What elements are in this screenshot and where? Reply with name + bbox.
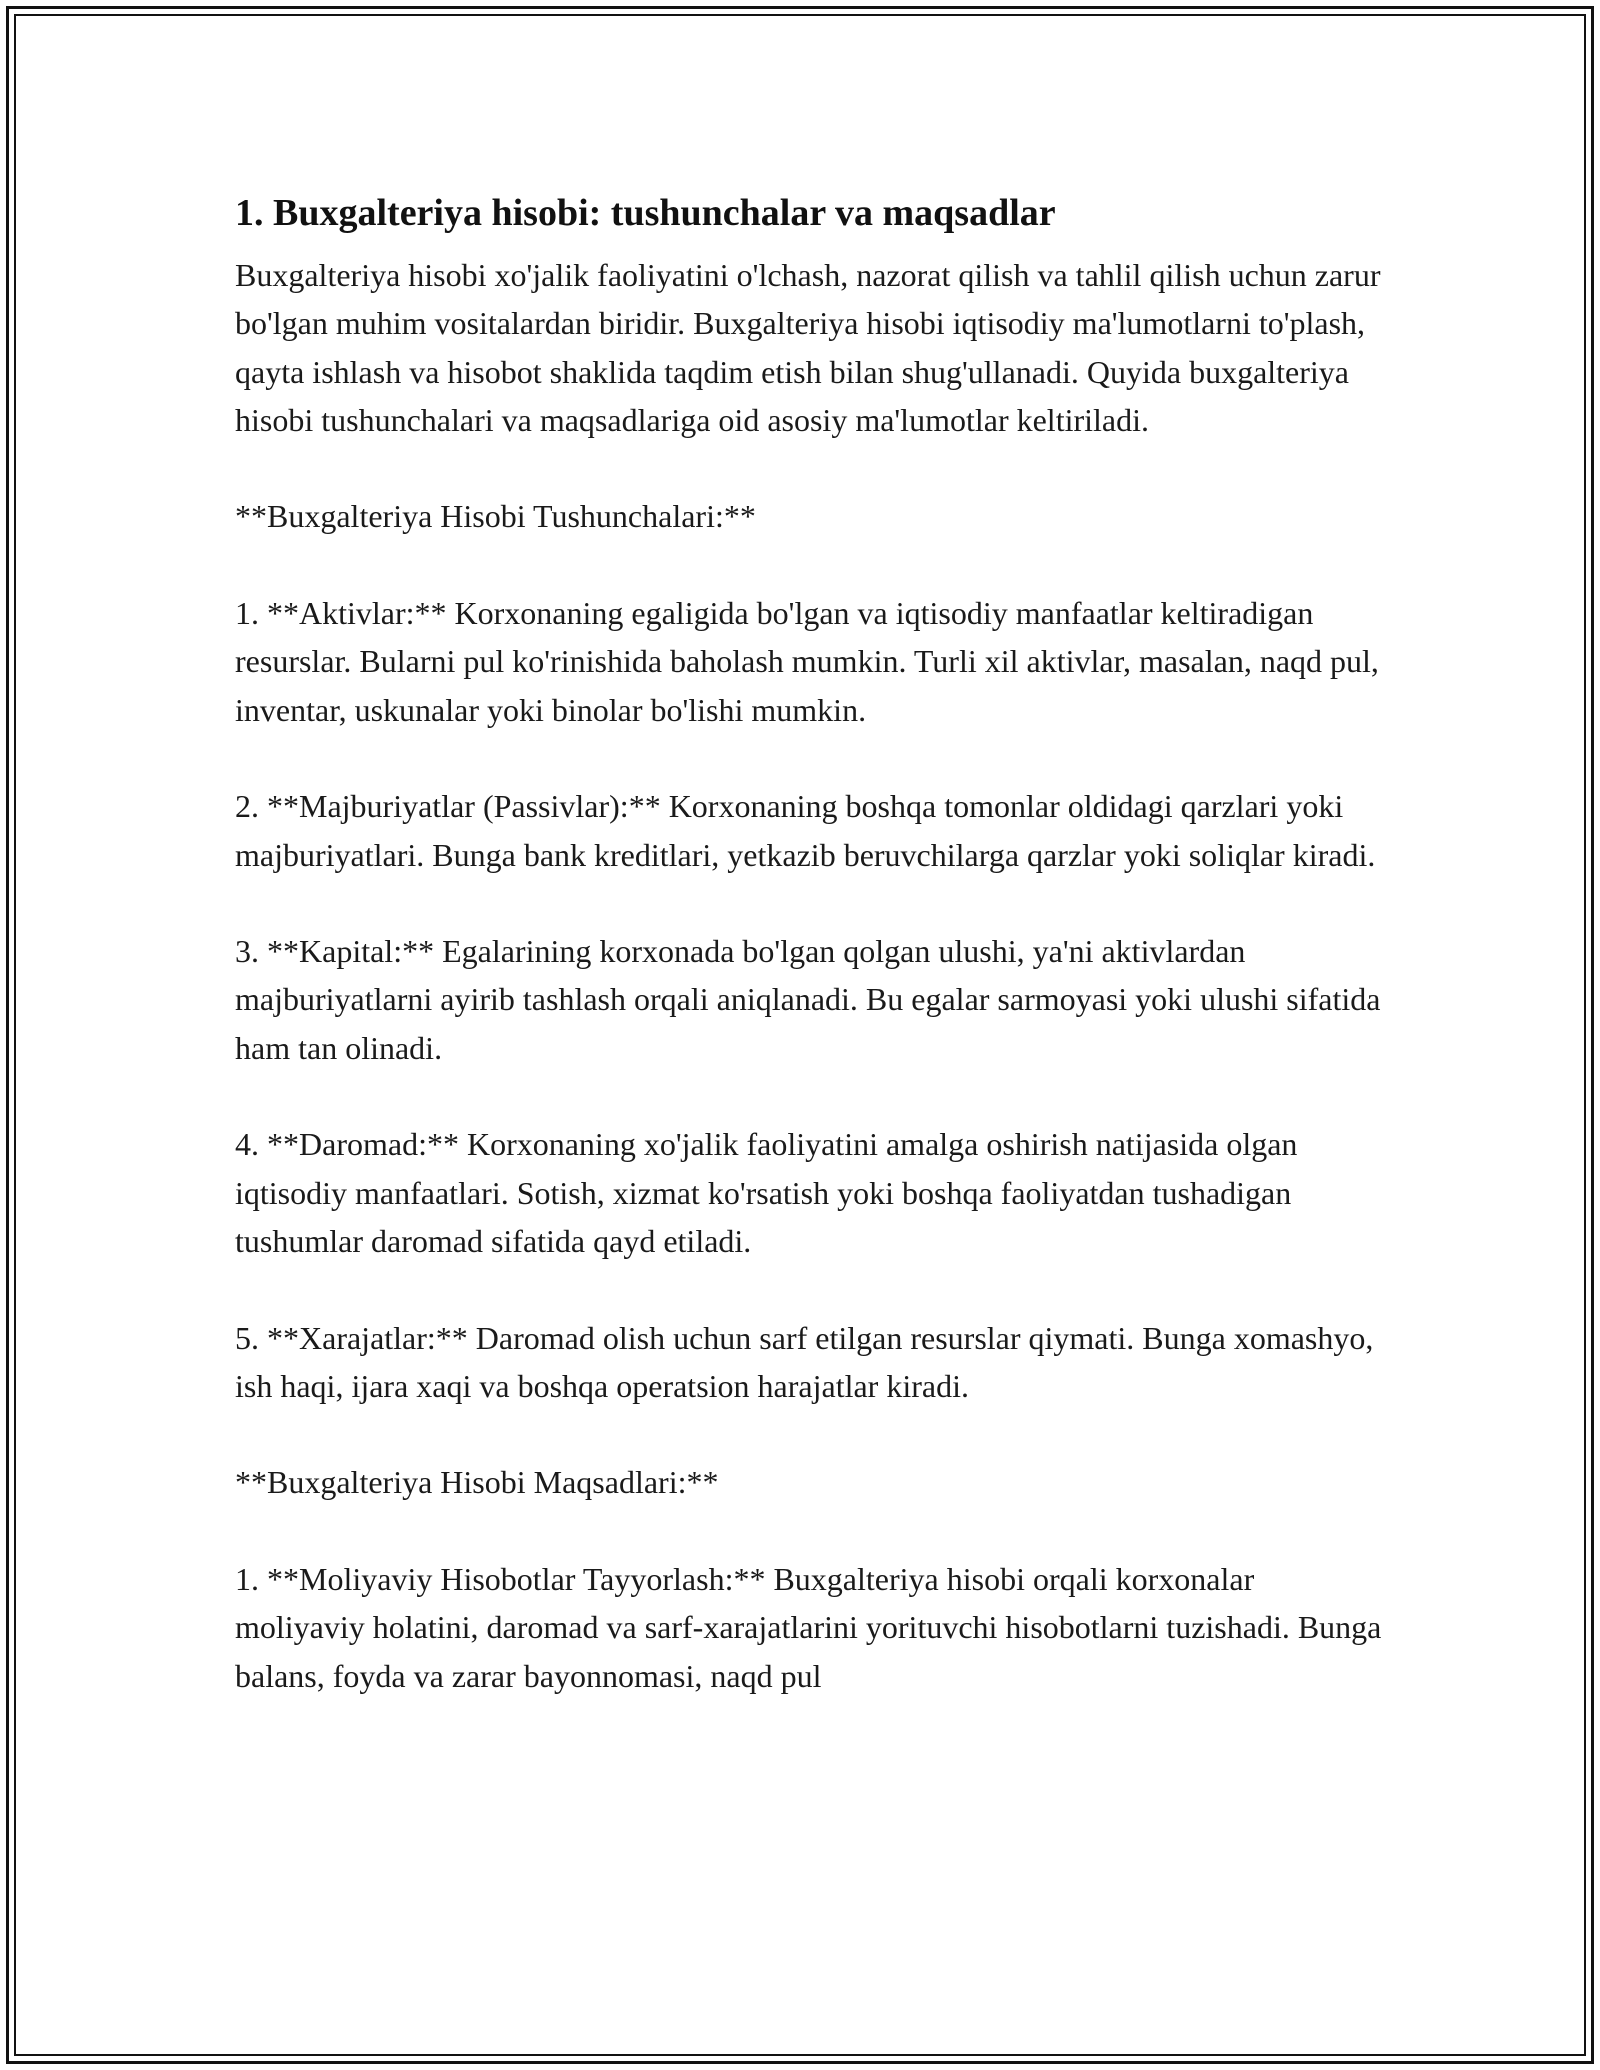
goals-subheading: **Buxgalteriya Hisobi Maqsadlari:** bbox=[235, 1464, 719, 1501]
concepts-subheading: **Buxgalteriya Hisobi Tushunchalari:** bbox=[235, 498, 756, 535]
goal-financial-reports: 1. **Moliyaviy Hisobotlar Tayyorlash:** Buxgalteriya hisobi orqali korxonalar moliyaviy holatini, daromad va sarf-xarajatlarini yorituvchi hisobotlarni tuzishadi. Bunga balans, foyda va zarar bayonnomasi, naqd pul bbox=[235, 1561, 1382, 1694]
intro-paragraph: Buxgalteriya hisobi xo'jalik faoliyatini o'lchash, nazorat qilish va tahlil qilish uchun zarur bo'lgan muhim vositalardan biridir. Buxgalteriya hisobi iqtisodiy ma'lumotlarni to'plash, qayta ishlash va hisobot shaklida taqdim etish bilan shug'ullanadi. Quyida buxgalteriya hisobi tushunchalari va maqsadlariga oid asosiy ma'lumotlar keltiriladi. bbox=[235, 257, 1381, 438]
document-body bbox=[235, 185, 1385, 1748]
concept-capital: 3. **Kapital:** Egalarining korxonada bo'lgan qolgan ulushi, ya'ni aktivlardan majburiyatlarni ayirib tashlash orqali aniqlanadi. Bu egalar sarmoyasi yoki ulushi sifatida ham tan olinadi. bbox=[235, 933, 1381, 1066]
concept-assets: 1. **Aktivlar:** Korxonaning egaligida bo'lgan va iqtisodiy manfaatlar keltiradigan resurslar. Bularni pul ko'rinishida baholash mumkin. Turli xil aktivlar, masalan, naqd pul, inventar, uskunalar yoki binolar bo'lishi mumkin. bbox=[235, 595, 1379, 728]
concept-liabilities: 2. **Majburiyatlar (Passivlar):** Korxonaning boshqa tomonlar oldidagi qarzlari yoki majburiyatlari. Bunga bank kreditlari, yetkazib beruvchilarga qarzlar yoki soliqlar kiradi. bbox=[235, 788, 1376, 873]
concept-income: 4. **Daromad:** Korxonaning xo'jalik faoliyatini amalga oshirish natijasida olgan iqtisodiy manfaatlari. Sotish, xizmat ko'rsatish yoki boshqa faoliyatdan tushadigan tushumlar daromad sifatida qayd etiladi. bbox=[235, 1126, 1298, 1259]
section-heading: 1. Buxgalteriya hisobi: tushunchalar va maqsadlar bbox=[235, 192, 1056, 234]
concept-expenses: 5. **Xarajatlar:** Daromad olish uchun sarf etilgan resurslar qiymati. Bunga xomashyo, ish haqi, ijara xaqi va boshqa operatsion harajatlar kiradi. bbox=[235, 1319, 1374, 1404]
